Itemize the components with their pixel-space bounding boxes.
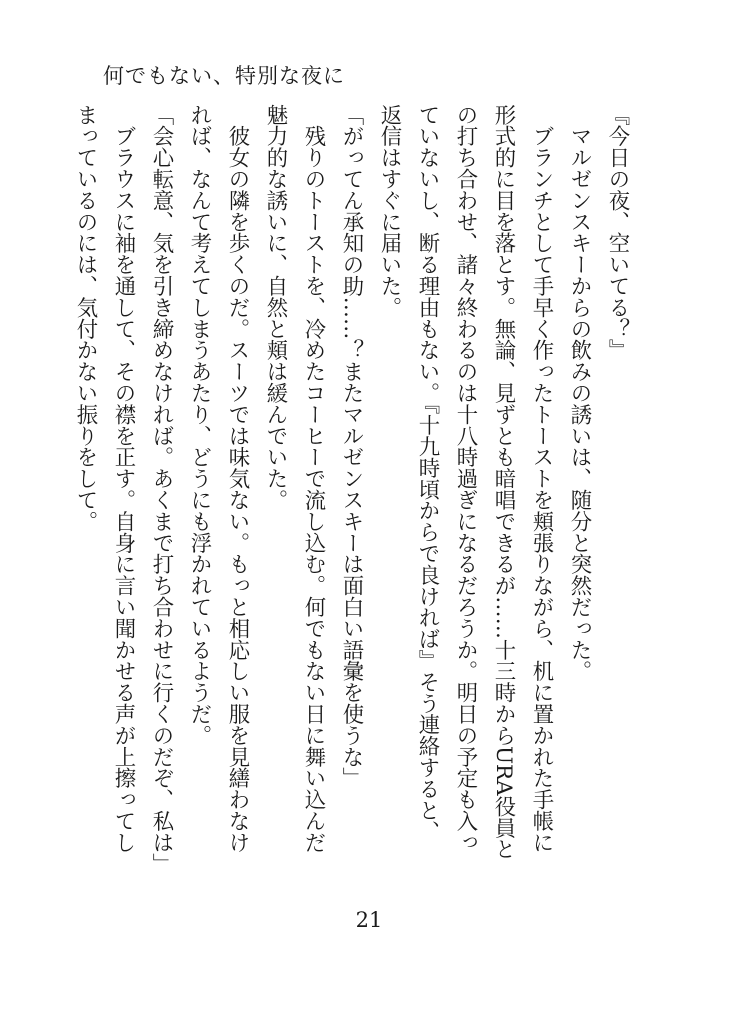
- text-line: ていないし、断る理由もない。『十九時頃からで良ければ』そう連絡すると、: [415, 104, 440, 843]
- text-line: まっているのには、気付かない振りをして。: [73, 104, 98, 532]
- text-line: 彼女の隣を歩くのだ。スーツでは味気ない。もっと相応しい服を見繕わなけ: [225, 104, 250, 853]
- text-line: 「がってん承知の助……？またマルゼンスキーは面白い語彙を使うな」: [339, 104, 364, 789]
- text-line: ブラウスに袖を通して、その襟を正す。自身に言い聞かせる声が上擦ってし: [111, 104, 136, 853]
- text-line: れば、なんて考えてしまうあたり、どうにも浮かれているようだ。: [187, 104, 212, 746]
- text-line: 『今日の夜、空いてる？』: [605, 104, 630, 361]
- text-line: 残りのトーストを、冷めたコーヒーで流し込む。何でもない日に舞い込んだ: [301, 104, 326, 853]
- text-line: 形式的に目を落とす。無論、見ずとも暗唱できるが……十三時からURA役員と: [491, 104, 516, 860]
- text-line: ブランチとして手早く作ったトーストを頬張りながら、机に置かれた手帳に: [529, 104, 554, 853]
- text-line: 魅力的な誘いに、自然と頬は緩んでいた。: [263, 104, 288, 511]
- vertical-body-text: [66, 104, 636, 904]
- text-line: 「会心転意、気を引き締めなければ。あくまで打ち合わせに行くのだぞ、私は」: [149, 104, 174, 875]
- text-line: の打ち合わせ、諸々終わるのは十八時過ぎになるだろうか。明日の予定も入っ: [453, 104, 478, 853]
- text-line: マルゼンスキーからの飲みの誘いは、随分と突然だった。: [567, 104, 592, 682]
- text-line: 返信はすぐに届いた。: [377, 104, 402, 318]
- page-number: 21: [355, 908, 383, 932]
- running-header-title: 何でもない、特別な夜に: [103, 64, 345, 88]
